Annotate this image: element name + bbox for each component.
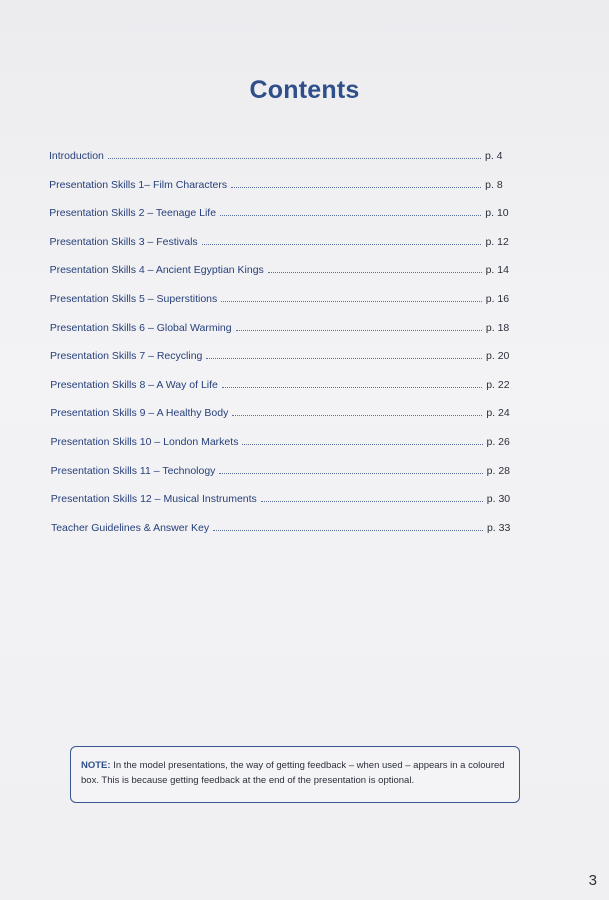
- toc-entry[interactable]: [49, 232, 519, 248]
- toc-entry[interactable]: [51, 489, 521, 505]
- toc-entry-label: Presentation Skills 10 – London Markets: [50, 436, 239, 448]
- toc-entry-page: p. 10: [485, 207, 509, 220]
- toc-entry-page: p. 28: [486, 464, 510, 477]
- page-title: Contents: [249, 76, 360, 104]
- toc-leader-dots: [221, 301, 481, 302]
- toc-entry[interactable]: [51, 461, 521, 477]
- toc-leader-dots: [220, 215, 481, 216]
- toc-entry-label: Presentation Skills 6 – Global Warming: [49, 321, 232, 334]
- toc-entry-page: p. 16: [485, 293, 510, 305]
- toc-entry[interactable]: [51, 518, 521, 534]
- note-box: [70, 746, 520, 803]
- note-text: In the model presentations, the way of getting feedback – when used – appears in a coloured box. This is because getting feedback at the end of the presentation is optional.: [81, 760, 505, 786]
- toc-leader-dots: [202, 244, 482, 245]
- toc-entry-page: p. 20: [486, 350, 510, 363]
- toc-entry[interactable]: [50, 403, 520, 419]
- toc-entry-label: Teacher Guidelines & Answer Key: [50, 521, 210, 534]
- toc-entry[interactable]: [49, 146, 519, 162]
- page-number: 3: [588, 872, 597, 889]
- toc-leader-dots: [206, 358, 482, 359]
- toc-leader-dots: [108, 158, 481, 159]
- toc-entry-label: Presentation Skills 5 – Superstitions: [49, 293, 218, 305]
- toc-entry-label: Presentation Skills 3 – Festivals: [49, 235, 198, 248]
- toc-entry[interactable]: [50, 260, 520, 276]
- toc-entry-page: p. 18: [485, 321, 510, 334]
- toc-leader-dots: [222, 387, 482, 388]
- toc-leader-dots: [236, 330, 482, 331]
- toc-leader-dots: [231, 187, 481, 188]
- toc-entry-page: p. 33: [486, 521, 511, 534]
- toc-leader-dots: [232, 415, 482, 416]
- toc-entry-label: Introduction: [49, 150, 104, 162]
- toc-entry[interactable]: [49, 203, 519, 219]
- toc-leader-dots: [213, 530, 483, 531]
- toc-entry-label: Presentation Skills 1– Film Characters: [49, 178, 228, 191]
- toc-entry-page: p. 4: [485, 150, 503, 162]
- toc-entry[interactable]: [51, 432, 521, 448]
- toc-entry-page: p. 24: [486, 407, 510, 420]
- note-label: NOTE:: [81, 760, 111, 771]
- toc-entry-label: Presentation Skills 11 – Technology: [50, 464, 216, 477]
- toc-entry-page: p. 22: [486, 378, 510, 391]
- toc-entry[interactable]: [50, 289, 520, 305]
- toc-entry-label: Presentation Skills 4 – Ancient Egyptian Kings: [49, 264, 264, 277]
- toc-entry-label: Presentation Skills 9 – A Healthy Body: [50, 407, 229, 420]
- toc-entry-label: Presentation Skills 12 – Musical Instruments: [50, 493, 257, 506]
- toc-entry-label: Presentation Skills 7 – Recycling: [50, 350, 203, 363]
- toc-entry-page: p. 30: [486, 493, 511, 506]
- toc-entry-label: Presentation Skills 2 – Teenage Life: [49, 207, 217, 220]
- toc-entry-page: p. 12: [485, 235, 509, 248]
- toc-leader-dots: [219, 473, 482, 474]
- toc-entry[interactable]: [50, 346, 520, 362]
- toc-entry-page: p. 26: [486, 436, 510, 448]
- toc-entry-page: p. 8: [485, 178, 503, 191]
- toc-leader-dots: [268, 272, 482, 273]
- toc-entry-label: Presentation Skills 8 – A Way of Life: [50, 378, 218, 391]
- toc-leader-dots: [242, 444, 482, 445]
- toc-entry[interactable]: [49, 175, 519, 191]
- toc-entry[interactable]: [50, 318, 520, 334]
- toc-leader-dots: [261, 501, 483, 502]
- toc-entry[interactable]: [50, 375, 520, 391]
- toc-entry-page: p. 14: [485, 264, 509, 277]
